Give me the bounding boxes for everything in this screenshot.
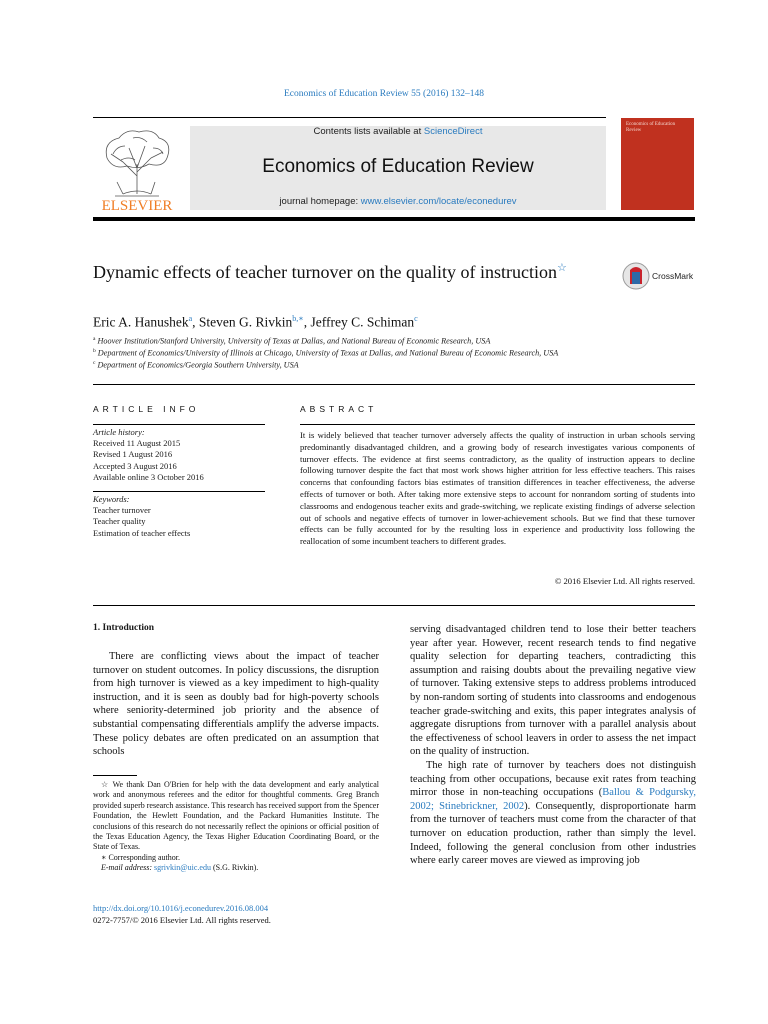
divider	[93, 605, 695, 606]
divider	[93, 491, 265, 492]
history-item: Revised 1 August 2016	[93, 449, 173, 460]
header-thick-rule	[93, 217, 695, 221]
footnote-mark: ☆	[101, 780, 110, 789]
journal-citation-link[interactable]: Economics of Education Review 55 (2016) 132–148	[284, 89, 484, 99]
article-title-text: Dynamic effects of teacher turnover on the quality of instruction	[93, 262, 558, 282]
keyword: Estimation of teacher effects	[93, 527, 191, 538]
crossmark-icon	[622, 260, 650, 292]
abstract-text: It is widely believed that teacher turnover adversely affects the quality of instruction in urban schools serving predominantly disadvantaged children, and a growing body of research investigates various components of turnover effects. The evidence at first seems contradictory, as the quality of instruction appears to decline following turnover despite the fact that most work shows higher attrition for less effective teachers. This raises concerns that confounding factors bias estimates of transition differences in teacher effectiveness, the adverse effects of turnover or both. After taking more extensive steps to account for nonrandom sorting of students into classrooms and endogenous teacher exits and grade-switching, we replicate existing findings of adverse selection out of schools and negative effects of turnover in lower-achievement schools. But we find that these turnover effects can be fully accounted for by the resulting loss in experience and productivity loss following the reallocation of some incumbent teachers to different grades.	[300, 430, 695, 547]
keyword: Teacher quality	[93, 516, 146, 527]
author-affil-mark[interactable]: a	[188, 314, 193, 323]
author-separator: ,	[303, 314, 311, 330]
affiliation	[93, 360, 693, 370]
journal-cover-image[interactable]	[621, 118, 694, 210]
footnote-text: Corresponding author.	[108, 852, 180, 862]
affiliation-text: Hoover Institution/Stanford University, University of Texas at Dallas, and National Bureau of Economic Research, USA	[97, 336, 491, 346]
affiliation	[93, 348, 693, 358]
affiliation-text: Department of Economics/University of Illinois at Chicago, University of Texas at Dallas, and National Bureau of Economic Research, USA	[97, 348, 559, 358]
article-history	[93, 427, 265, 483]
article-title	[93, 257, 593, 283]
citation-link[interactable]: Ballou & Podgursky, 2002; Stinebrickner, 2002	[410, 787, 696, 812]
divider	[300, 424, 695, 425]
section-heading: 1. Introduction	[93, 623, 155, 633]
journal-title: Economics of Education Review	[262, 156, 534, 177]
author-affil-mark[interactable]: c	[414, 314, 418, 323]
contents-line	[190, 126, 606, 137]
body-paragraph	[410, 759, 696, 868]
elsevier-logo	[93, 124, 181, 212]
doi-link[interactable]: http://dx.doi.org/10.1016/j.econedurev.2016.08.004	[93, 903, 269, 913]
paragraph-text: ). Consequently, disproportionate harm from the turnover of teachers must come from the character of that turnover on education production, rather than simply the level. Indeed, following the general conclusion from other industries where early career moves are viewed as improving job	[410, 800, 697, 867]
abstract-copyright: © 2016 Elsevier Ltd. All rights reserved.	[554, 576, 695, 586]
issn-line: 0272-7757/© 2016 Elsevier Ltd. All rights reserved.	[93, 915, 271, 925]
email-suffix: (S.G. Rivkin).	[210, 863, 259, 873]
keywords-label: Keywords:	[93, 494, 130, 504]
divider	[93, 424, 265, 425]
affiliation-text: Department of Economics/Georgia Southern University, USA	[97, 360, 299, 370]
history-item: Accepted 3 August 2016	[93, 460, 177, 471]
footnote-mark: ∗	[101, 852, 107, 862]
email-link[interactable]: sgrivkin@uic.edu	[154, 863, 211, 873]
history-item: Available online 3 October 2016	[93, 471, 204, 482]
article-info-heading: ARTICLE INFO	[93, 404, 200, 414]
cover-title: Economics of Education Review	[626, 122, 676, 133]
footnote-email	[93, 863, 379, 873]
header-top-rule	[93, 117, 606, 118]
author-separator: ,	[192, 314, 199, 330]
footnotes	[93, 780, 379, 874]
contents-prefix: Contents lists available at	[313, 126, 424, 137]
svg-text:ELSEVIER: ELSEVIER	[101, 198, 173, 212]
footnote-acknowledgement	[93, 780, 379, 853]
homepage-link[interactable]: www.elsevier.com/locate/econedurev	[360, 196, 517, 207]
paragraph-text: The high rate of turnover by teachers does not distinguish teaching from other occupations, because exit rates from teaching mirror those in non-teaching occupations (	[410, 759, 696, 799]
footnote-rule	[93, 775, 137, 776]
divider	[93, 384, 695, 385]
abstract-heading: ABSTRACT	[300, 404, 378, 414]
sciencedirect-link[interactable]: ScienceDirect	[423, 126, 483, 137]
affiliation-mark: c	[93, 360, 96, 366]
author-name: Jeffrey C. Schiman	[310, 314, 415, 330]
right-column	[410, 623, 696, 868]
email-label: E-mail address:	[101, 863, 153, 873]
keyword: Teacher turnover	[93, 505, 151, 516]
author-list	[93, 314, 693, 331]
title-footnote-mark[interactable]: ☆	[557, 262, 567, 274]
affiliation-mark: b	[93, 348, 96, 354]
history-label: Article history:	[93, 427, 145, 437]
homepage-line	[190, 196, 606, 207]
body-paragraph: serving disadvantaged children tend to lose their better teachers year after year. However, recent research tends to find negative quality selection for departing teachers, contradicting this assumption and raising doubts about the prevailing negative view of turnover. Taking extensive steps to address problems introduced by non-random sorting of students into classrooms and endogenous teacher grade-switching and exits, this paper integrates analysis of aggregate disruptions from turnover with a parallel analysis about the effectiveness of school leavers in order to assess the net impact on the quality of instruction.	[410, 624, 696, 758]
affiliation-mark: a	[93, 336, 96, 342]
history-item: Received 11 August 2015	[93, 438, 181, 449]
crossmark-label: CrossMark	[652, 271, 694, 281]
crossmark-button[interactable]	[622, 260, 702, 292]
author-affil-mark[interactable]: b,∗	[292, 314, 304, 323]
footnote-text: We thank Dan O'Brien for help with the data development and early analytical work and anonymous referees and the editor for thoughtful comments. Greg Branch provided superb research assistance. This research has received support from the Spencer Foundation, the Hewlett Foundation, and the Packard Humanities Institute. The conclusions of this research do not necessarily reflect the opinions or official position of the Texas Education Agency, the Texas Higher Education Coordinating Board, or the State of Texas.	[93, 780, 380, 852]
author-name: Steven G. Rivkin	[198, 314, 293, 330]
keywords	[93, 494, 265, 539]
homepage-prefix: journal homepage:	[279, 196, 361, 207]
affiliation	[93, 336, 693, 346]
intro-paragraph: There are conflicting views about the impact of teacher turnover on student outcomes. In policy discussions, the disruption from high turnover is viewed as a key impediment to high-quality instruction, and it is seen as doubly bad for high-poverty schools where seniority-determined job priority and the absence of substantial compensating differentials amplify the adverse impacts. These policy debates are often predicated on an assumption that schools	[93, 651, 379, 758]
author-name: Eric A. Hanushek	[93, 314, 189, 330]
footnote-corresponding	[93, 853, 379, 863]
